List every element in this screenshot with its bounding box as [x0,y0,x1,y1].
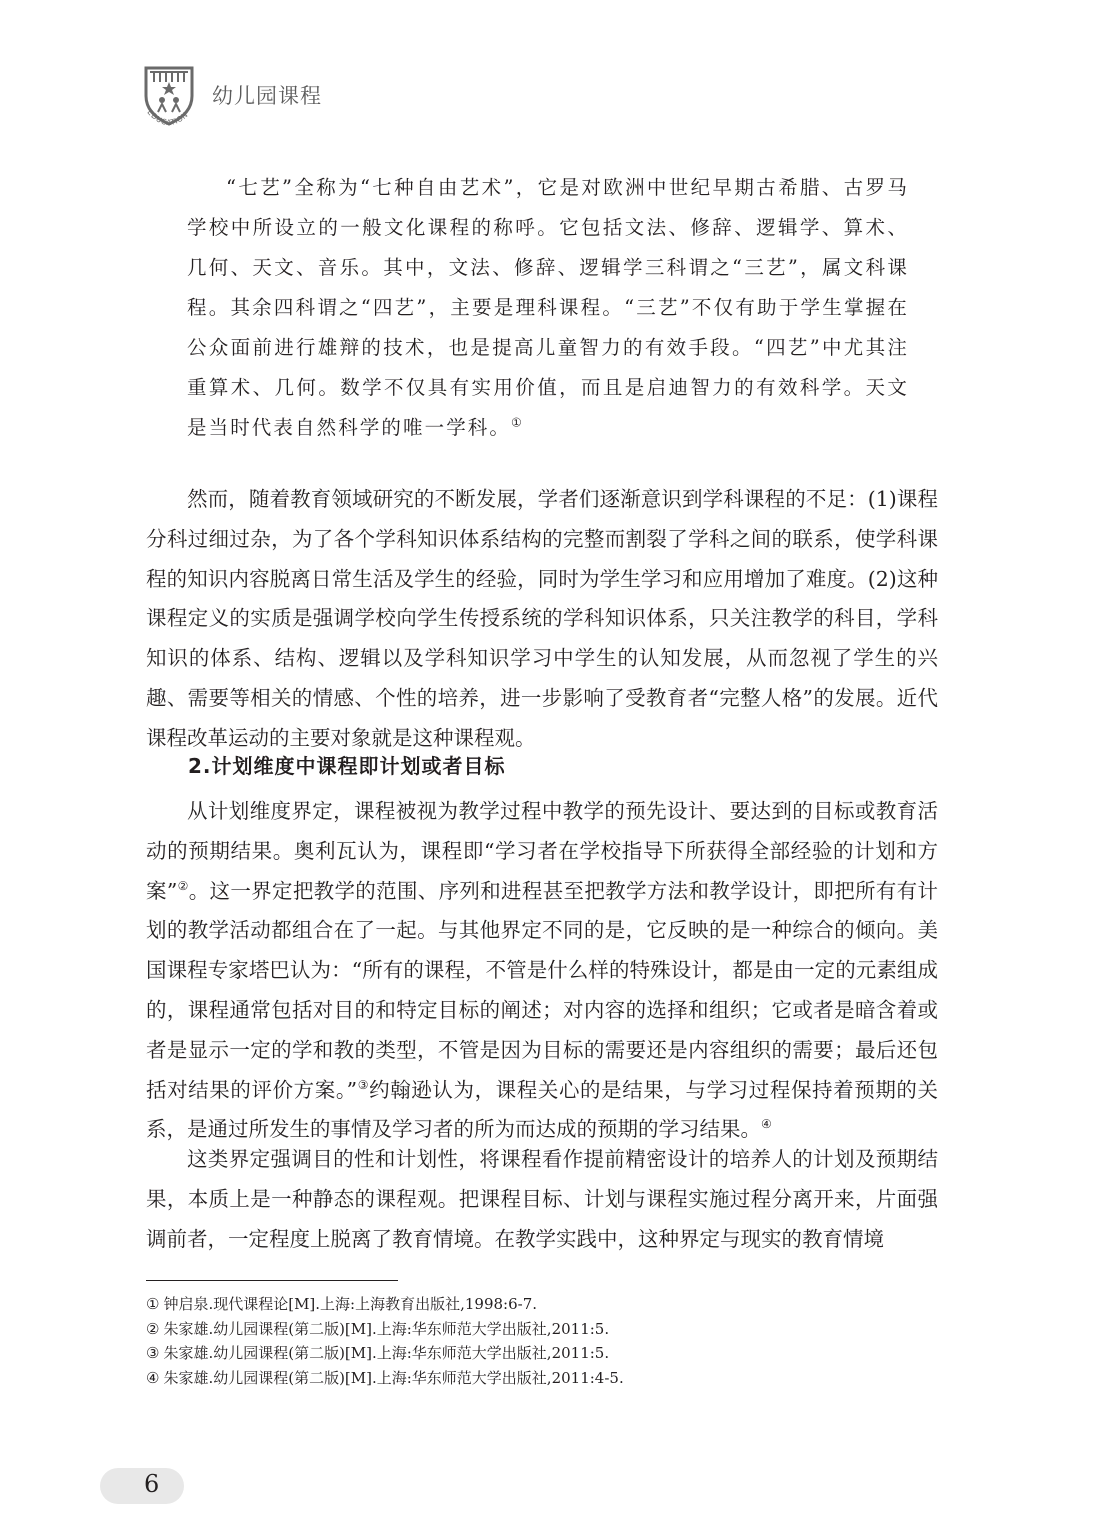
paragraph-part: 从计划维度界定，课程被视为教学过程中教学的预先设计、要达到的目标或教育活动的预期结果。奥利瓦认为，课程即“学习者在学校指导下所获得全部经验的计划和方案” [146,799,938,903]
footnote-item [146,1292,624,1317]
running-header [136,60,322,140]
footnote-mark: ④ [146,1369,160,1388]
body-paragraph-2 [146,792,938,1150]
footnote-item [146,1366,624,1391]
footnote-item [146,1341,624,1366]
body-paragraph-1 [146,480,938,759]
footnote-mark: ① [146,1295,160,1313]
svg-text:EDUCATION: EDUCATION [145,107,190,128]
footnote-ref-3: ③ [357,1077,370,1092]
paragraph-text: 然而，随着教育领域研究的不断发展，学者们逐渐意识到学科课程的不足：(1)课程分科过细过杂，为了各个学科知识体系结构的完整而割裂了学科之间的联系，使学科课程的知识内容脱离日常生活及学生的经验，同时为学生学习和应用增加了难度。(2)这种课程定义的实质是强调学校向学生传授系统的学科知识体系，只关注教学的科目，学科知识的体系、结构、逻辑以及学科知识学习中学生的认知发展，从而忽视了学生的兴趣、需要等相关的情感、个性的培养，进一步影响了受教育者“完整人格”的发展。近代课程改革运动的主要对象就是这种课程观。 [146,487,938,750]
paragraph-text: 这类界定强调目的性和计划性，将课程看作提前精密设计的培养人的计划及预期结果，本质上是一种静态的课程观。把课程目标、计划与课程实施过程分离开来，片面强调前者，一定程度上脱离了教育情境。在教学实践中，这种界定与现实的教育情境 [146,1147,938,1251]
quote-paragraph [187,168,909,448]
footnote-text: 钟启泉.现代课程论[M].上海:上海教育出版社,1998:6-7. [163,1295,538,1313]
paragraph-part: 。这一界定把教学的范围、序列和进程甚至把教学方法和教学设计，即把所有有计划的教学活动都组合在了一起。与其他界定不同的是，它反映的是一种综合的倾向。美国课程专家塔巴认为：“所有的课程，不管是什么样的特殊设计，都是由一定的元素组成的，课程通常包括对目的和特定目标的阐述；对内容的选择和组织；它或者是暗含着或者是显示一定的学和教的类型，不管是因为目标的需要还是内容组织的需要；最后还包括对结果的评价方案。” [146,878,938,1102]
footnote-text: 朱家雄.幼儿园课程(第二版)[M].上海:华东师范大学出版社,2011:5. [163,1344,610,1363]
footnotes [146,1292,624,1391]
quote-text: “七艺”全称为“七种自由艺术”，它是对欧洲中世纪早期古希腊、古罗马学校中所设立的一般文化课程的称呼。它包括文法、修辞、逻辑学、算术、几何、天文、音乐。其中，文法、修辞、逻辑学三科谓之“三艺”，属文科课程。其余四科谓之“四艺”，主要是理科课程。“三艺”不仅有助于学生掌握在公众面前进行雄辩的技术，也是提高儿童智力的有效手段。“四艺”中尤其注重算术、几何。数学不仅具有实用价值，而且是启迪智力的有效科学。天文是当时代表自然科学的唯一学科。 [187,176,909,439]
footnote-ref-2: ② [177,878,189,893]
footnote-mark: ② [146,1319,160,1338]
footnote-divider [146,1280,398,1281]
footnote-ref-4: ④ [761,1117,772,1132]
paragraph-part: 约翰逊认为，课程关心的是结果，与学习过程保持着预期的关系，是通过所发生的事情及学习者的所为而达成的预期的学习结果。 [146,1077,939,1142]
footnote-text: 朱家雄.幼儿园课程(第二版)[M].上海:华东师范大学出版社,2011:4-5. [163,1369,624,1388]
section-heading: 2.计划维度中课程即计划或者目标 [188,754,506,778]
footnote-ref-1: ① [511,415,524,430]
leaf-tab-icon [100,1468,184,1504]
page-number: 6 [144,1470,160,1498]
paragraph-text [146,792,938,1150]
footnote-mark: ③ [146,1344,160,1363]
quote-block [187,168,909,448]
education-shield-logo-icon [136,62,202,138]
body-paragraph-3 [146,1140,938,1259]
footnote-text: 朱家雄.幼儿园课程(第二版)[M].上海:华东师范大学出版社,2011:5. [163,1319,610,1338]
footnote-item [146,1317,624,1342]
header-title: 幼儿园课程 [212,84,322,108]
